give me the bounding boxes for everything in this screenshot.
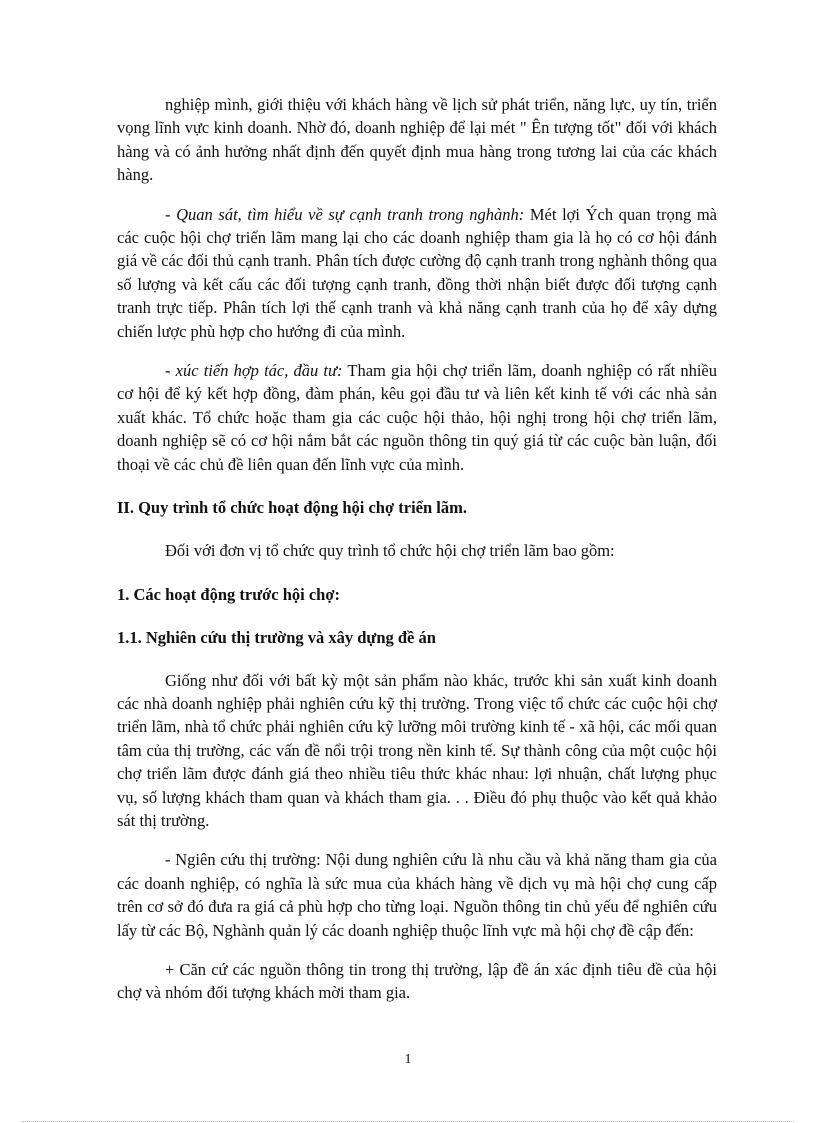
paragraph-investment-promotion: [117, 359, 717, 476]
paragraph-research-content: - Ngiên cứu thị trường: Nội dung nghiên cứu là nhu cầu và khả năng tham gia của các doanh nghiệp, có nghĩa là sức mua của khách hàng về dịch vụ mà hội chợ cung cấp trên cơ sở đó đưa ra giá cả phù hợp cho từng loại. Nguồn thông tin chủ yếu để nghiên cứu lấy từ các Bộ, Nghành quản lý các doanh nghiệp thuộc lĩnh vực mà hội chợ đề cập đến:: [117, 850, 717, 940]
paragraph-organizer-process-intro: Đối với đơn vị tổ chức quy trình tổ chức hội chợ triển lãm bao gồm:: [165, 541, 615, 561]
paragraph-market-research: Giống như đối với bất kỳ một sản phẩm nào khác, trước khi sản xuất kinh doanh các nhà doanh nghiệp phải nghiên cứu kỹ thị trường. Trong việc tổ chức các cuộc hội chợ triển lãm, nhà tổ chức phải nghiên cứu kỹ lưỡng môi trường kinh tế - xã hội, các mối quan tâm của thị trường, các vấn đề nổi trội trong nền kinh tế. Sự thành công của một cuộc hội chợ triển lãm được đánh giá theo nhiều tiêu thức khác nhau: lợi nhuận, chất lượng phục vụ, số lượng khách tham quan và khách tham gia. . . Điều đó phụ thuộc vào kết quả khảo sát thị trường.: [117, 670, 717, 830]
page-number: 1: [404, 1052, 412, 1067]
paragraph-competition-observation: [117, 203, 717, 343]
investment-lead-phrase: - xúc tiến hợp tác, đầu tư:: [165, 361, 343, 381]
competition-lead-phrase: - Quan sát, tìm hiểu về sự cạnh tranh trong nghành:: [165, 204, 525, 224]
investment-body-text: Tham gia hội chợ triển lãm, doanh nghiệp có rất nhiều cơ hội để ký kết hợp đồng, đàm phán, kêu gọi đầu tư và liên kết kinh tế với các nhà sản xuất khác. Tổ chức hoặc tham gia các cuộc hội thảo, hội nghị trong hội chợ triển lãm, doanh nghiệp sẽ có cơ hội nắm bắt các nguồn thông tin quý giá từ các cuộc bàn luận, đối thoại về các chủ đề liên quan đến lĩnh vực của mình.: [117, 361, 717, 474]
heading-section-1: 1. Các hoạt động trước hội chợ:: [117, 584, 340, 604]
competition-body-text: Mét lợi Ých quan trọng mà các cuộc hội chợ triển lãm mang lại cho các doanh nghiệp tham gia là họ có cơ hội đánh giá về các đối thủ cạnh tranh. Phân tích được cường độ cạnh tranh trong nghành thông qua số lượng và kết cấu các đối tượng cạnh tranh, đồng thời nhận biết được đối tượng cạnh tranh trực tiếp. Phân tích lợi thế cạnh tranh và khả năng cạnh tranh của họ để xây dựng chiến lược phù hợp cho hướng đi của mình.: [117, 204, 717, 341]
page-bottom-divider: [22, 1121, 794, 1122]
document-body: [117, 93, 717, 1021]
heading-section-ii: II. Quy trình tổ chức hoạt động hội chợ triển lãm.: [117, 498, 467, 518]
paragraph-business-introduction: nghiệp mình, giới thiệu với khách hàng về lịch sử phát triển, năng lực, uy tín, triển vọng lĩnh vực kinh doanh. Nhờ đó, doanh nghiệp để lại mét " Ên tượng tốt" đối với khách hàng và có ảnh hưởng nhất định đến quyết định mua hàng trong tương lai của các khách hàng.: [117, 95, 717, 185]
paragraph-proposal-basis: + Căn cứ các nguồn thông tin trong thị trường, lập đề án xác định tiêu đề của hội chợ và nhóm đối tượng khách mời tham gia.: [117, 959, 717, 1003]
heading-section-1-1: 1.1. Nghiên cứu thị trường và xây dựng đề án: [117, 627, 436, 647]
